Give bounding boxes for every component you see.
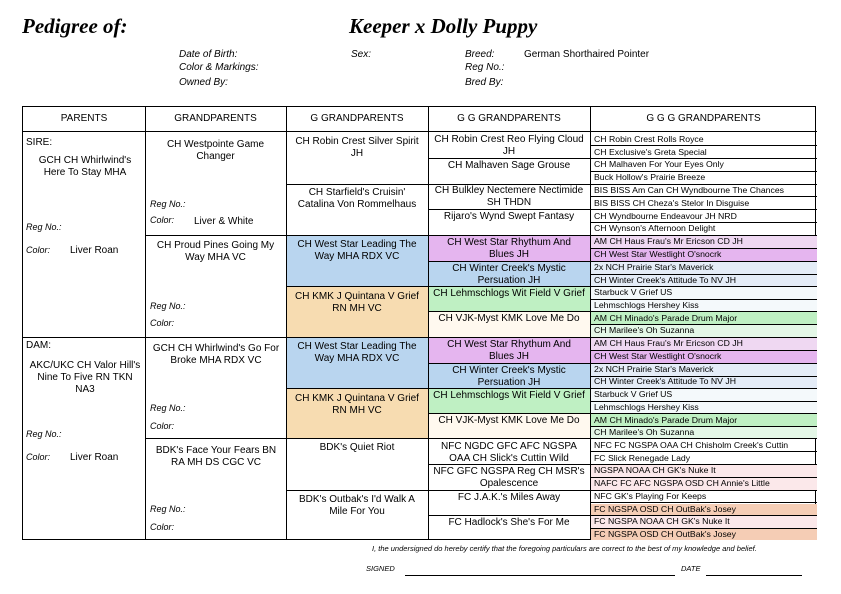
dam-color: Liver Roan	[70, 452, 119, 463]
ggg-grandparent-name: AM CH Haus Frau's Mr Ericson CD JH	[594, 338, 743, 348]
owned-by-label: Owned By:	[179, 77, 228, 88]
g-grandparent-name: CH Starfield's Cruisin' Catalina Von Rommelhaus	[297, 187, 417, 210]
column-divider	[145, 107, 146, 539]
gg-grandparent-name: CH Lehmschlogs Wit Field V Grief	[433, 390, 585, 401]
grandparent-reg-label: Reg No.:	[150, 199, 186, 209]
g-grandparent-name: CH KMK J Quintana V Grief RN MH VC	[295, 291, 419, 314]
gg-grandparent-name: NFC GFC NGSPA Reg CH MSR's Opalescence	[433, 466, 585, 489]
row-divider	[428, 311, 817, 312]
gg-grandparent-name: NFC NGDC GFC AFC NGSPA OAA CH Slick's Cuttin Wild	[441, 441, 577, 464]
dob-label: Date of Birth:	[179, 49, 238, 60]
breed-label: Breed:	[465, 49, 495, 60]
ggg-grandparent-name: 2x NCH Prairie Star's Maverick	[594, 262, 714, 272]
grandparent-color-label: Color:	[150, 522, 175, 532]
grandparent-reg-label: Reg No.:	[150, 504, 186, 514]
grandparent-name: GCH CH Whirlwind's Go For Broke MHA RDX VC	[152, 343, 280, 366]
col-header-grandparents: GRANDPARENTS	[174, 113, 257, 124]
row-divider	[590, 451, 817, 452]
ggg-grandparent-name: CH West Star Westlight O'snocrk	[594, 249, 722, 259]
grandparent-name: BDK's Face Your Fears BN RA MH DS CGC VC	[155, 445, 277, 468]
ggg-grandparent-name: CH Winter Creek's Attitude To NV JH	[594, 376, 736, 386]
gg-grandparent-name: FC J.A.K.'s Miles Away	[457, 492, 561, 503]
row-divider	[590, 196, 817, 197]
row-divider	[145, 438, 817, 439]
ggg-grandparent-name: Buck Hollow's Prairie Breeze	[594, 172, 706, 182]
ggg-grandparent-name: CH Marilee's Oh Suzanna	[594, 427, 695, 437]
column-divider	[286, 107, 287, 539]
gg-grandparent-name: FC Hadlock's She's For Me	[448, 517, 570, 528]
color-markings-label: Color & Markings:	[179, 62, 259, 73]
ggg-grandparent-name: CH Robin Crest Rolls Royce	[594, 134, 704, 144]
row-divider	[590, 502, 817, 503]
row-divider	[428, 209, 817, 210]
ggg-grandparent-name: CH Marilee's Oh Suzanna	[594, 325, 695, 335]
ggg-grandparent-name: CH Wyndbourne Endeavour JH NRD	[594, 211, 737, 221]
gg-grandparent-name: CH West Star Rhythum And Blues JH	[447, 237, 571, 260]
dam-color-label: Color:	[26, 452, 51, 462]
ggg-grandparent-name: Starbuck V Grief US	[594, 389, 673, 399]
gg-grandparent-name: CH Robin Crest Reo Flying Cloud JH	[434, 134, 584, 157]
ggg-grandparent-name: AM CH Minado's Parade Drum Major	[594, 313, 738, 323]
reg-no-label: Reg No.:	[465, 62, 505, 73]
grandparent-color-label: Color:	[150, 318, 175, 328]
gg-grandparent-name: CH VJK-Myst KMK Love Me Do	[438, 415, 580, 426]
ggg-grandparent-name: Starbuck V Grief US	[594, 287, 673, 297]
gg-grandparent-name: CH West Star Rhythum And Blues JH	[447, 339, 571, 362]
bred-by-label: Bred By:	[465, 77, 504, 88]
ggg-grandparent-name: FC NGSPA OSD CH OutBak's Josey	[594, 529, 736, 539]
sire-color: Liver Roan	[70, 245, 119, 256]
ggg-grandparent-name: FC Slick Renegade Lady	[594, 453, 691, 463]
pedigree-label: Pedigree of:	[22, 14, 128, 38]
row-divider	[428, 413, 817, 414]
col-header-ggg-grandparents: G G G GRANDPARENTS	[646, 113, 761, 124]
date-label: DATE	[681, 564, 701, 573]
grandparent-name: CH Westpointe Game Changer	[166, 139, 265, 162]
ggg-grandparent-name: NFC FC NGSPA OAA CH Chisholm Creek's Cuttin	[594, 440, 789, 450]
grandparent-color: Liver & White	[194, 216, 254, 227]
gg-grandparent-name: CH Lehmschlogs Wit Field V Grief	[433, 288, 585, 299]
ggg-grandparent-name: AM CH Haus Frau's Mr Ericson CD JH	[594, 236, 743, 246]
header-divider	[23, 131, 817, 132]
grandparent-color-label: Color:	[150, 215, 175, 225]
ggg-grandparent-name: BIS BISS Am Can CH Wyndbourne The Chances	[594, 185, 785, 195]
gg-grandparent-name: CH Malhaven Sage Grouse	[447, 160, 571, 171]
ggg-grandparent-name: NFC GK's Playing For Keeps	[594, 491, 707, 501]
signed-label: SIGNED	[366, 564, 395, 573]
gg-grandparent-name: CH VJK-Myst KMK Love Me Do	[438, 313, 580, 324]
col-header-gg-grandparents: G G GRANDPARENTS	[457, 113, 561, 124]
sire-label: SIRE:	[26, 137, 53, 148]
sire-name: GCH CH Whirlwind's Here To Stay MHA	[38, 155, 132, 178]
grandparent-name: CH Proud Pines Going My Way MHA VC	[156, 240, 275, 263]
dam-name: AKC/UKC CH Valor Hill's Nine To Five RN TKN NA3	[29, 360, 141, 395]
grandparent-reg-label: Reg No.:	[150, 403, 186, 413]
sire-reg-label: Reg No.:	[26, 222, 62, 232]
g-grandparent-name: CH Robin Crest Silver Spirit JH	[295, 136, 419, 159]
col-header-g-grandparents: G GRANDPARENTS	[310, 113, 404, 124]
ggg-grandparent-name: FC NGSPA OSD CH OutBak's Josey	[594, 504, 736, 514]
column-divider	[428, 107, 429, 539]
ggg-grandparent-name: Lehmschlogs Hershey Kiss	[594, 402, 699, 412]
grandparent-reg-label: Reg No.:	[150, 301, 186, 311]
row-divider	[590, 145, 817, 146]
col-header-parents: PARENTS	[60, 113, 108, 124]
dam-label: DAM:	[26, 340, 51, 351]
ggg-grandparent-name: CH Winter Creek's Attitude To NV JH	[594, 275, 736, 285]
dog-name: Keeper x Dolly Puppy	[349, 14, 538, 38]
ggg-grandparent-name: CH Exclusive's Greta Special	[594, 147, 707, 157]
date-line[interactable]	[706, 575, 802, 576]
ggg-grandparent-name: 2x NCH Prairie Star's Maverick	[594, 364, 714, 374]
ggg-grandparent-name: NGSPA NOAA CH GK's Nuke It	[594, 465, 716, 475]
sire-color-label: Color:	[26, 245, 51, 255]
grandparent-color-label: Color:	[150, 421, 175, 431]
g-grandparent-name: CH KMK J Quintana V Grief RN MH VC	[295, 393, 419, 416]
ggg-grandparent-name: CH West Star Westlight O'snocrk	[594, 351, 722, 361]
ggg-grandparent-name: CH Wynson's Afternoon Delight	[594, 223, 716, 233]
g-grandparent-name: BDK's Quiet Riot	[319, 442, 395, 453]
gg-grandparent-name: Rijaro's Wynd Swept Fantasy	[443, 211, 575, 222]
g-grandparent-name: CH West Star Leading The Way MHA RDX VC	[297, 239, 417, 262]
breed-value: German Shorthaired Pointer	[524, 49, 650, 60]
ggg-grandparent-name: AM CH Minado's Parade Drum Major	[594, 415, 738, 425]
ggg-grandparent-name: BIS BISS CH Cheza's Stelor In Disguise	[594, 198, 750, 208]
signature-line[interactable]	[405, 575, 675, 576]
gg-grandparent-name: CH Bulkley Nectemere Nectimide SH THDN	[434, 185, 584, 208]
dam-reg-label: Reg No.:	[26, 429, 62, 439]
ggg-grandparent-name: CH Malhaven For Your Eyes Only	[594, 159, 724, 169]
ggg-grandparent-name: FC NGSPA NOAA CH GK's Nuke It	[594, 516, 730, 526]
gg-grandparent-name: CH Winter Creek's Mystic Persuation JH	[452, 365, 566, 388]
ggg-grandparent-name: NAFC FC AFC NGSPA OSD CH Annie's Little	[594, 478, 770, 488]
sex-label: Sex:	[351, 49, 372, 60]
gg-grandparent-name: CH Winter Creek's Mystic Persuation JH	[452, 263, 566, 286]
pedigree-table	[22, 106, 816, 540]
ggg-grandparent-name: Lehmschlogs Hershey Kiss	[594, 300, 699, 310]
g-grandparent-name: CH West Star Leading The Way MHA RDX VC	[297, 341, 417, 364]
g-grandparent-name: BDK's Outbak's I'd Walk A Mile For You	[299, 494, 415, 517]
certification-text: I, the undersigned do hereby certify that the foregoing particulars are correct to the best of my knowledge and belief.	[372, 544, 757, 553]
